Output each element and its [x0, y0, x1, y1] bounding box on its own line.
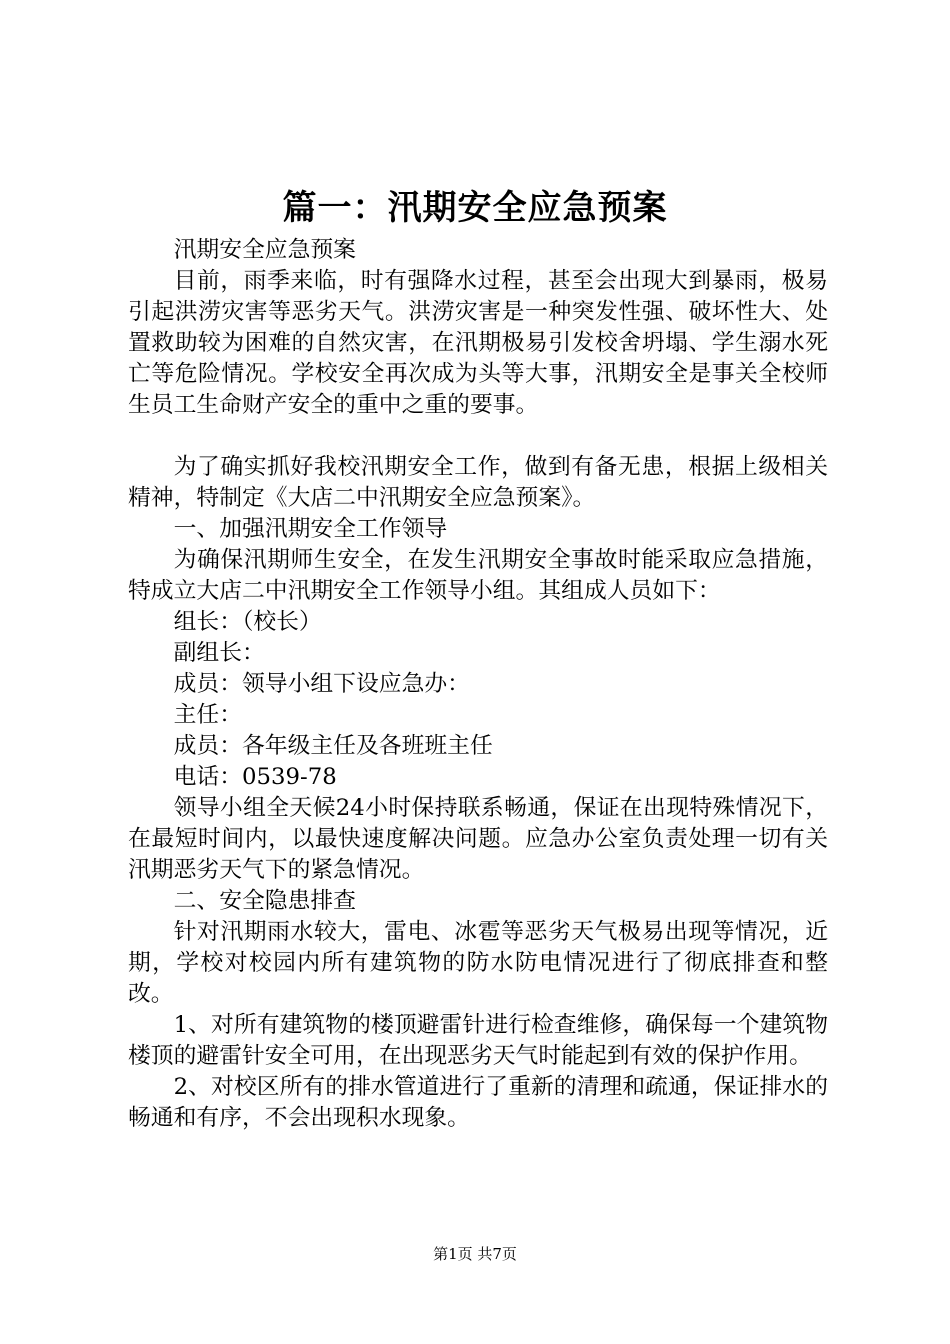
director-line: 主任： — [173, 702, 242, 728]
section-heading-2: 二、安全隐患排查 — [173, 888, 356, 914]
deputy-leader-line: 副组长： — [173, 640, 265, 666]
page-footer: 第1页 共7页 — [433, 1245, 517, 1263]
leadership-paragraph: 为确保汛期师生安全，在发生汛期安全事故时能采取应急措施，特成立大店二中汛期安全工作领导小组。其组成人员如下： — [128, 547, 828, 604]
team-leader-line: 组长：（校长） — [173, 609, 322, 635]
purpose-paragraph: 为了确实抓好我校汛期安全工作，做到有备无患，根据上级相关精神，特制定《大店二中汛期安全应急预案》。 — [128, 454, 828, 511]
document-title: 篇一：汛期安全应急预案 — [282, 188, 668, 228]
members-line: 成员：各年级主任及各班班主任 — [173, 733, 493, 759]
contact-paragraph: 领导小组全天候24小时保持联系畅通，保证在出现特殊情况下，在最短时间内，以最快速度解决问题。应急办公室负责处理一切有关汛期恶劣天气下的紧急情况。 — [128, 795, 828, 883]
inspection-paragraph: 针对汛期雨水较大，雷电、冰雹等恶劣天气极易出现等情况，近期，学校对校园内所有建筑物的防水防电情况进行了彻底排查和整改。 — [128, 919, 828, 1007]
item-2-paragraph: 2、对校区所有的排水管道进行了重新的清理和疏通，保证排水的畅通和有序，不会出现积水现象。 — [128, 1074, 828, 1131]
members-office-line: 成员：领导小组下设应急办： — [173, 671, 470, 697]
phone-line: 电话：0539-78 — [173, 764, 337, 790]
subtitle-paragraph: 汛期安全应急预案 — [173, 237, 356, 263]
intro-paragraph: 目前，雨季来临，时有强降水过程，甚至会出现大到暴雨，极易引起洪涝灾害等恶劣天气。洪涝灾害是一种突发性强、破坏性大、处置救助较为困难的自然灾害，在汛期极易引发校舍坍塌、学生溺水死亡等危险情况。学校安全再次成为头等大事，汛期安全是事关全校师生员工生命财产安全的重中之重的要事。 — [128, 268, 828, 418]
section-heading-1: 一、加强汛期安全工作领导 — [173, 516, 448, 542]
item-1-paragraph: 1、对所有建筑物的楼顶避雷针进行检查维修，确保每一个建筑物楼顶的避雷针安全可用，在出现恶劣天气时能起到有效的保护作用。 — [128, 1012, 828, 1069]
document-body — [128, 235, 828, 1134]
